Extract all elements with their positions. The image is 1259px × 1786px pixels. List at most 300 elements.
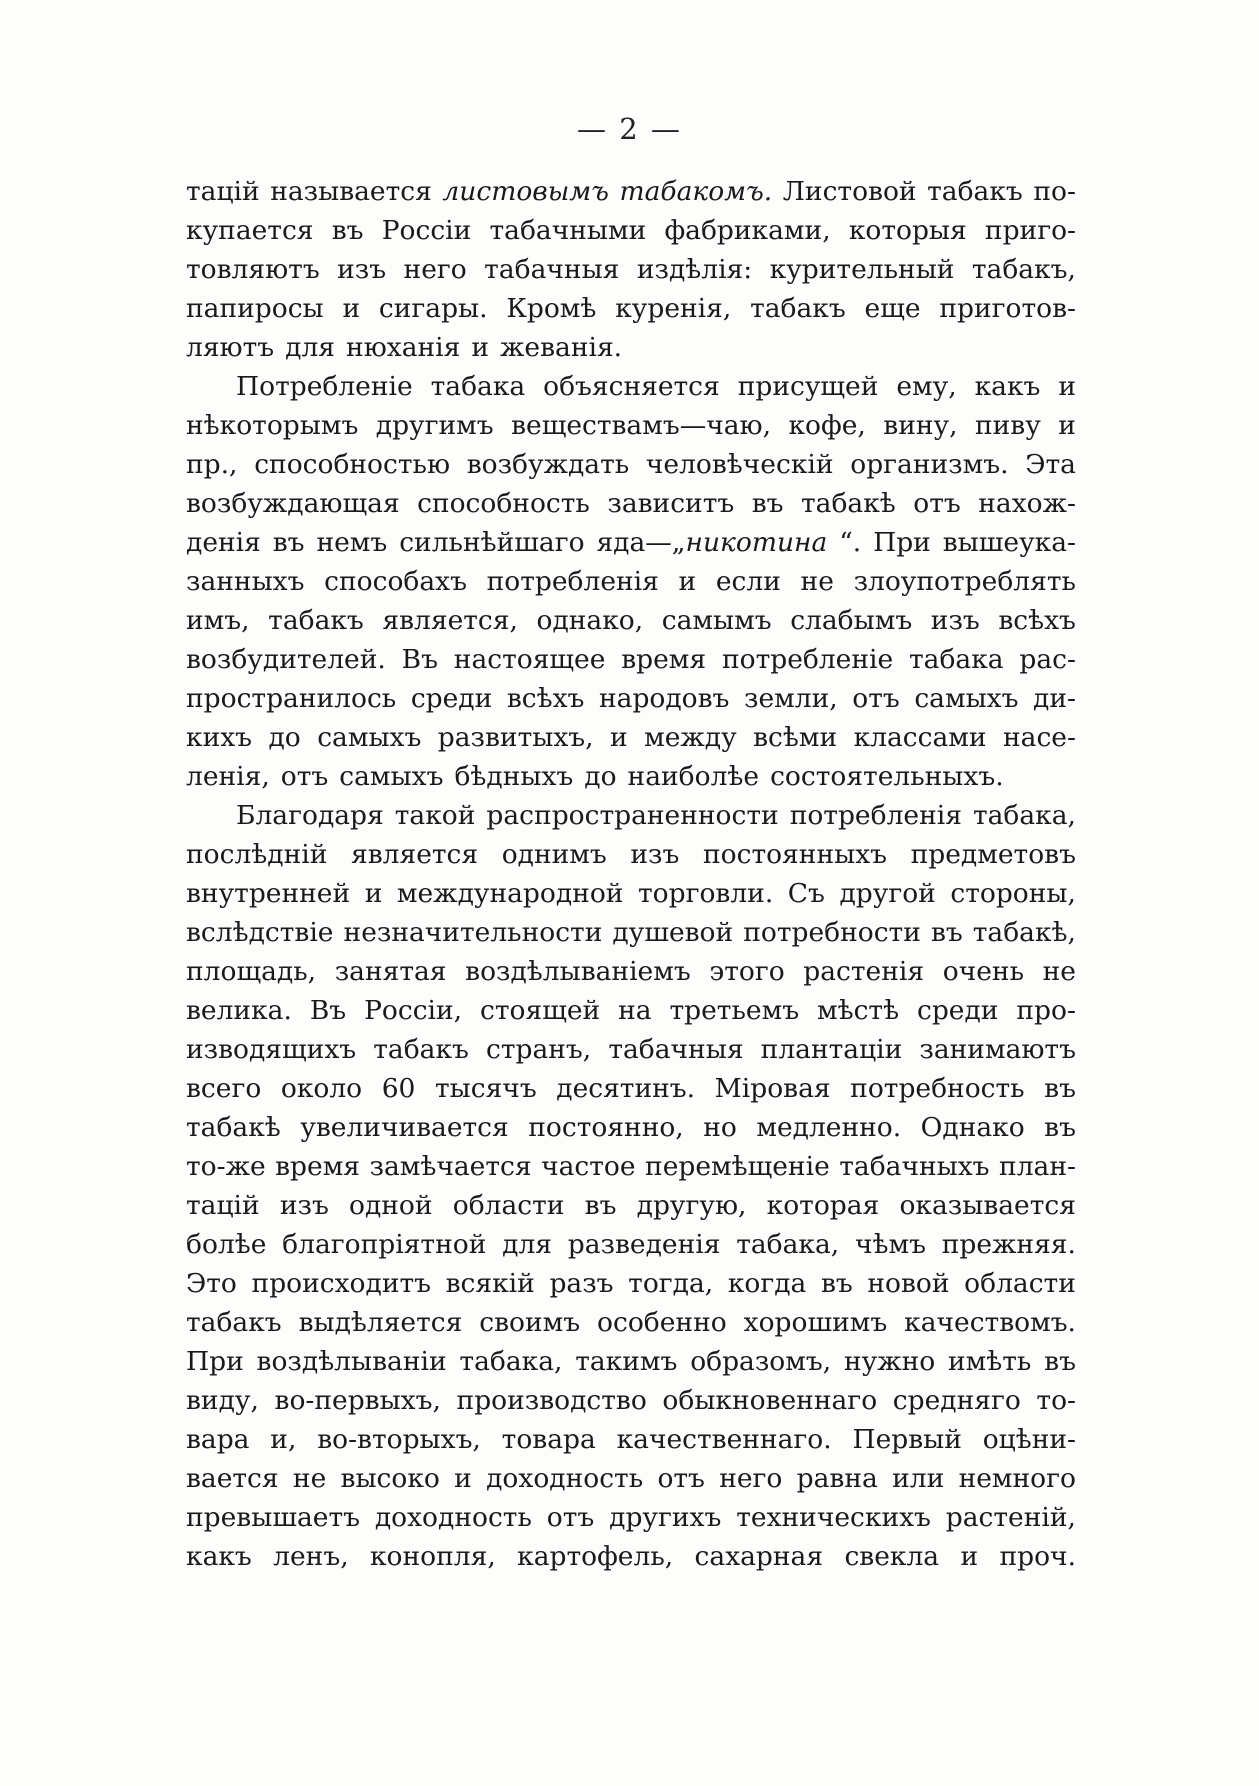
word: потребность: [850, 1073, 1025, 1104]
word: проч.: [999, 1541, 1076, 1572]
word: 60: [381, 1073, 416, 1104]
word: При: [873, 527, 931, 558]
word: которыя: [848, 215, 967, 246]
word: изводящихъ: [186, 1034, 357, 1065]
word: качествомъ.: [904, 1307, 1076, 1338]
word: присущей: [737, 371, 879, 402]
word: распространенности: [486, 800, 779, 831]
word: образомъ,: [690, 1346, 832, 1377]
word: наиболѣе: [627, 761, 760, 792]
word: новой: [867, 1268, 950, 1299]
word: зависитъ: [607, 488, 735, 519]
word: и,: [270, 1424, 297, 1455]
word: равна: [796, 1463, 878, 1494]
word: куренія,: [615, 293, 732, 324]
word: изъ: [630, 839, 680, 870]
word: Съ: [787, 878, 825, 909]
word: земли,: [744, 683, 838, 714]
word: табакѣ,: [972, 917, 1076, 948]
word: изъ: [279, 1190, 329, 1221]
word: и: [342, 293, 361, 324]
word: среди: [410, 683, 493, 714]
word: картофель,: [517, 1541, 674, 1572]
word: ленъ,: [273, 1541, 349, 1572]
word: ляютъ: [186, 332, 275, 363]
word: между: [644, 722, 737, 753]
word: Листовой: [782, 176, 917, 207]
text-line: [186, 562, 1076, 601]
word: классами: [853, 722, 987, 753]
text-line: [186, 952, 1076, 991]
word: всякій: [445, 1268, 535, 1299]
word: не: [800, 566, 834, 597]
word: такимъ: [575, 1346, 678, 1377]
word: насе-: [1003, 722, 1076, 753]
word: стороны,: [950, 878, 1076, 909]
word: денія: [186, 527, 261, 558]
word: воздѣлываніемъ: [465, 956, 691, 987]
word: въ: [751, 488, 784, 519]
word: тацій: [186, 176, 260, 207]
word: вину,: [883, 410, 958, 441]
text-line: [186, 679, 1076, 718]
word: развитыхъ,: [437, 722, 594, 753]
word: имѣть: [948, 1346, 1032, 1377]
word: очень: [942, 956, 1024, 987]
word: Міровая: [714, 1073, 831, 1104]
word: возбуждающая: [186, 488, 400, 519]
word: ему,: [896, 371, 957, 402]
word: ленія,: [186, 761, 270, 792]
word: товара: [501, 1424, 596, 1455]
word: самыхъ: [339, 761, 444, 792]
word: табака,: [459, 1346, 563, 1377]
text-line: [186, 718, 1076, 757]
word: самыхъ: [914, 683, 1019, 714]
word: него: [719, 1463, 783, 1494]
word: нюханія: [346, 332, 461, 363]
word: десятинъ.: [556, 1073, 696, 1104]
word: способахъ: [324, 566, 467, 597]
word: кофе,: [788, 410, 866, 441]
word: фабриками,: [664, 215, 831, 246]
word: состоятельныхъ.: [770, 761, 1004, 792]
word: на: [618, 995, 652, 1026]
word: листовымъ: [442, 176, 609, 207]
paragraph: [186, 796, 1076, 1576]
word: качественнаго.: [616, 1424, 832, 1455]
word: и: [610, 722, 628, 753]
word: во-вторыхъ,: [317, 1424, 481, 1455]
word: или: [892, 1463, 945, 1494]
word: Въ: [309, 995, 347, 1026]
word: другихъ: [609, 1502, 722, 1533]
word: вара: [186, 1424, 250, 1455]
word: вслѣдствіе: [186, 917, 334, 948]
text-line: [186, 523, 1076, 562]
word: по-: [1033, 176, 1076, 207]
word: табачныя: [608, 1034, 744, 1065]
word: медленно.: [756, 1112, 902, 1143]
text-line: [186, 1303, 1076, 1342]
word: рас-: [1019, 644, 1076, 675]
word: купается: [186, 215, 314, 246]
word: занныхъ: [186, 566, 305, 597]
word: и: [471, 332, 490, 363]
word: организмъ.: [850, 449, 1009, 480]
word: пр.,: [186, 449, 238, 480]
word: потребности: [743, 917, 921, 948]
word: Въ: [401, 644, 438, 675]
word: всѣми: [753, 722, 838, 753]
text-line: [186, 328, 1076, 367]
word: незначительности: [343, 917, 603, 948]
word: жеванія.: [500, 332, 623, 363]
word: пиву: [974, 410, 1041, 441]
text-line: [186, 1147, 1076, 1186]
word: немъ: [316, 527, 388, 558]
word: до: [268, 722, 301, 753]
word: настоящее: [453, 644, 606, 675]
word: чѣмъ: [854, 1229, 926, 1260]
word: занимаютъ: [919, 1034, 1076, 1065]
word: какъ: [974, 371, 1041, 402]
word: обыкновеннаго: [662, 1385, 878, 1416]
word: курительный: [769, 254, 955, 285]
word: выдѣляется: [298, 1307, 463, 1338]
text-line: [186, 1264, 1076, 1303]
word: бѣдныхъ: [454, 761, 574, 792]
word: то-: [1036, 1385, 1076, 1416]
word: прежняя.: [941, 1229, 1076, 1260]
word: торговли.: [637, 878, 774, 909]
word: однако,: [536, 605, 644, 636]
word: табакъ: [750, 293, 846, 324]
word: народовъ: [598, 683, 730, 714]
word: и: [1058, 410, 1076, 441]
word: техническихъ: [736, 1502, 931, 1533]
word: всѣхъ: [998, 605, 1076, 636]
word: растеній,: [945, 1502, 1076, 1533]
text-line: [186, 991, 1076, 1030]
word: въ: [930, 917, 963, 948]
body-text: [186, 172, 1076, 1576]
word: во-первыхъ,: [274, 1385, 441, 1416]
word: издѣлія:: [636, 254, 753, 285]
word: потребленія: [486, 566, 659, 597]
word: тацій: [186, 1190, 260, 1221]
word: происходитъ: [251, 1268, 432, 1299]
word: веществамъ—чаю,: [511, 410, 772, 441]
word: не: [1042, 956, 1076, 987]
word: растенія: [803, 956, 925, 987]
word: Россіи,: [364, 995, 463, 1026]
word: является,: [382, 605, 518, 636]
text-line: [186, 1381, 1076, 1420]
word: табака,: [972, 800, 1076, 831]
word: возбуждать: [466, 449, 630, 480]
text-line: [186, 1420, 1076, 1459]
word: всѣхъ: [506, 683, 585, 714]
text-line: [186, 484, 1076, 523]
text-line: [186, 1108, 1076, 1147]
word: отъ: [913, 488, 961, 519]
word: средняго: [892, 1385, 1021, 1416]
word: если: [715, 566, 781, 597]
word: въ: [820, 1268, 853, 1299]
word: пространилось: [186, 683, 397, 714]
word: въ: [272, 527, 305, 558]
text-line: [186, 211, 1076, 250]
text-line: [186, 1225, 1076, 1264]
text-line: [186, 601, 1076, 640]
word: него: [403, 254, 467, 285]
word: приготов-: [939, 293, 1076, 324]
word: человѣческій: [645, 449, 834, 480]
word: папиросы: [186, 293, 324, 324]
word: воздѣлываніи: [256, 1346, 447, 1377]
word: слабымъ: [790, 605, 913, 636]
word: послѣдній: [186, 839, 328, 870]
word: изъ: [930, 605, 980, 636]
word: душевой: [612, 917, 734, 948]
word: называется: [270, 176, 432, 207]
word: мѣстѣ: [816, 995, 900, 1026]
word: стоящей: [480, 995, 601, 1026]
word: Россіи: [381, 215, 472, 246]
word: странъ,: [486, 1034, 592, 1065]
text-line: [186, 1069, 1076, 1108]
word: возбудителей.: [186, 644, 386, 675]
word: табакъ,: [971, 254, 1076, 285]
word: никотина: [685, 527, 828, 558]
word: табачныя: [484, 254, 620, 285]
word: доходность: [374, 1502, 532, 1533]
word: въ: [584, 1190, 617, 1221]
word: табачными: [489, 215, 647, 246]
word: конопля,: [369, 1541, 496, 1572]
word: Однако: [920, 1112, 1025, 1143]
word: въ: [331, 215, 364, 246]
text-line: [186, 1342, 1076, 1381]
word: какъ: [186, 1541, 252, 1572]
word: предметовъ: [910, 839, 1076, 870]
word: отъ: [852, 683, 900, 714]
word: Это: [186, 1268, 237, 1299]
word: плантаціи: [760, 1034, 903, 1065]
word: нѣкоторымъ: [186, 410, 359, 441]
text-line: [186, 445, 1076, 484]
word: Первый: [852, 1424, 962, 1455]
word: самымъ: [661, 605, 772, 636]
word: занятая: [334, 956, 447, 987]
word: внутренней: [186, 878, 351, 909]
word: до: [584, 761, 617, 792]
word: тогда,: [628, 1268, 714, 1299]
word: нужно: [843, 1346, 936, 1377]
text-line: [186, 1186, 1076, 1225]
word-group: [596, 523, 827, 562]
word: время: [621, 644, 707, 675]
word: табакъ: [373, 1034, 469, 1065]
word: въ: [1044, 1346, 1076, 1377]
word: табакъ: [268, 605, 364, 636]
word: международной: [396, 878, 624, 909]
word: время: [275, 1151, 361, 1182]
word: потребленія: [789, 800, 962, 831]
word: частое: [541, 1151, 636, 1182]
word: однимъ: [501, 839, 607, 870]
word: вается: [186, 1463, 279, 1494]
word: своимъ: [479, 1307, 581, 1338]
word: среди: [916, 995, 999, 1026]
word: отъ: [280, 761, 329, 792]
text-line: [186, 1498, 1076, 1537]
text-line: [186, 1537, 1076, 1576]
word: такой: [394, 800, 476, 831]
word: вышеука-: [942, 527, 1076, 558]
word: план-: [999, 1151, 1076, 1182]
word: злоупотреблять: [853, 566, 1076, 597]
word: является: [351, 839, 479, 870]
word: ди-: [1033, 683, 1076, 714]
word: кихъ: [186, 722, 253, 753]
text-line: [186, 1030, 1076, 1069]
word: свекла: [844, 1541, 940, 1572]
word: сахарная: [694, 1541, 824, 1572]
word: области: [964, 1268, 1076, 1299]
word: табачныхъ: [839, 1151, 990, 1182]
word: велика.: [186, 995, 292, 1026]
word: потребленіе: [721, 644, 894, 675]
text-line: [186, 913, 1076, 952]
text-line: [186, 874, 1076, 913]
word: “.: [839, 527, 862, 558]
word: еще: [864, 293, 921, 324]
word: то-же: [186, 1151, 266, 1182]
text-line: [186, 796, 1076, 835]
word: При: [186, 1346, 244, 1377]
word: но: [703, 1112, 737, 1143]
word: третьемъ: [669, 995, 800, 1026]
word: табака: [430, 371, 526, 402]
word: Потребленіе: [236, 371, 413, 402]
word: и: [960, 1541, 979, 1572]
word: производство: [456, 1385, 647, 1416]
word: хорошимъ: [743, 1307, 888, 1338]
word: доходность: [486, 1463, 644, 1494]
word: и: [1058, 371, 1076, 402]
paragraph: [186, 172, 1076, 367]
word: не: [292, 1463, 327, 1494]
word: другой: [839, 878, 936, 909]
word: для: [502, 1229, 552, 1260]
word: сильнѣйшаго: [399, 527, 585, 558]
word: и: [454, 1463, 472, 1494]
word: табакъ: [186, 1307, 282, 1338]
word: Эта: [1025, 449, 1076, 480]
word: оцѣни-: [982, 1424, 1076, 1455]
word: объясняется: [543, 371, 720, 402]
word: которая: [766, 1190, 880, 1221]
word: разведенія: [567, 1229, 721, 1260]
word: для: [285, 332, 336, 363]
word: одной: [349, 1190, 433, 1221]
word: сигары.: [378, 293, 488, 324]
word: способность: [417, 488, 590, 519]
text-line: [186, 757, 1076, 796]
word: въ: [1044, 1112, 1076, 1143]
word: немного: [958, 1463, 1076, 1494]
word: табака,: [736, 1229, 840, 1260]
text-line: [186, 289, 1076, 328]
word: перемѣщеніе: [645, 1151, 830, 1182]
word: табакомъ.: [619, 176, 773, 207]
paragraph: [186, 367, 1076, 796]
word: табака: [908, 644, 1004, 675]
word: табакѣ: [801, 488, 896, 519]
word: имъ,: [186, 605, 250, 636]
word: про-: [1016, 995, 1076, 1026]
word: оказывается: [899, 1190, 1076, 1221]
word: Кромѣ: [506, 293, 597, 324]
word: отъ: [546, 1502, 595, 1533]
word: всего: [186, 1073, 262, 1104]
word: табакѣ: [186, 1112, 281, 1143]
word: и: [364, 878, 383, 909]
word: этого: [709, 956, 785, 987]
word: отъ: [657, 1463, 705, 1494]
word: табакъ: [927, 176, 1023, 207]
word: яда—„: [596, 527, 686, 558]
word: способностью: [254, 449, 451, 480]
word: превышаетъ: [186, 1502, 360, 1533]
word: тысячъ: [434, 1073, 537, 1104]
text-line: [186, 1459, 1076, 1498]
word: Благодаря: [236, 800, 384, 831]
text-line: [186, 406, 1076, 445]
word: болѣе: [186, 1229, 267, 1260]
text-line: [186, 172, 1076, 211]
page-number: — 2 —: [577, 112, 682, 146]
word: площадь,: [186, 956, 317, 987]
word: разъ: [549, 1268, 614, 1299]
word: замѣчается: [369, 1151, 532, 1182]
word: постоянно,: [528, 1112, 684, 1143]
word: виду,: [186, 1385, 259, 1416]
text-line: [186, 640, 1076, 679]
word: увеличивается: [300, 1112, 509, 1143]
word: изъ: [337, 254, 387, 285]
word: другимъ: [375, 410, 494, 441]
word: въ: [1044, 1073, 1076, 1104]
text-line: [186, 835, 1076, 874]
word: постоянныхъ: [702, 839, 887, 870]
word: товляютъ: [186, 254, 320, 285]
word: когда: [727, 1268, 807, 1299]
word: области: [452, 1190, 565, 1221]
word: самыхъ: [317, 722, 422, 753]
word: приго-: [984, 215, 1076, 246]
text-line: [186, 367, 1076, 406]
word: высоко: [340, 1463, 440, 1494]
word: нахож-: [978, 488, 1076, 519]
text-line: [186, 250, 1076, 289]
word: около: [280, 1073, 363, 1104]
word: другую,: [636, 1190, 747, 1221]
word: благопріятной: [282, 1229, 487, 1260]
word: особенно: [597, 1307, 727, 1338]
